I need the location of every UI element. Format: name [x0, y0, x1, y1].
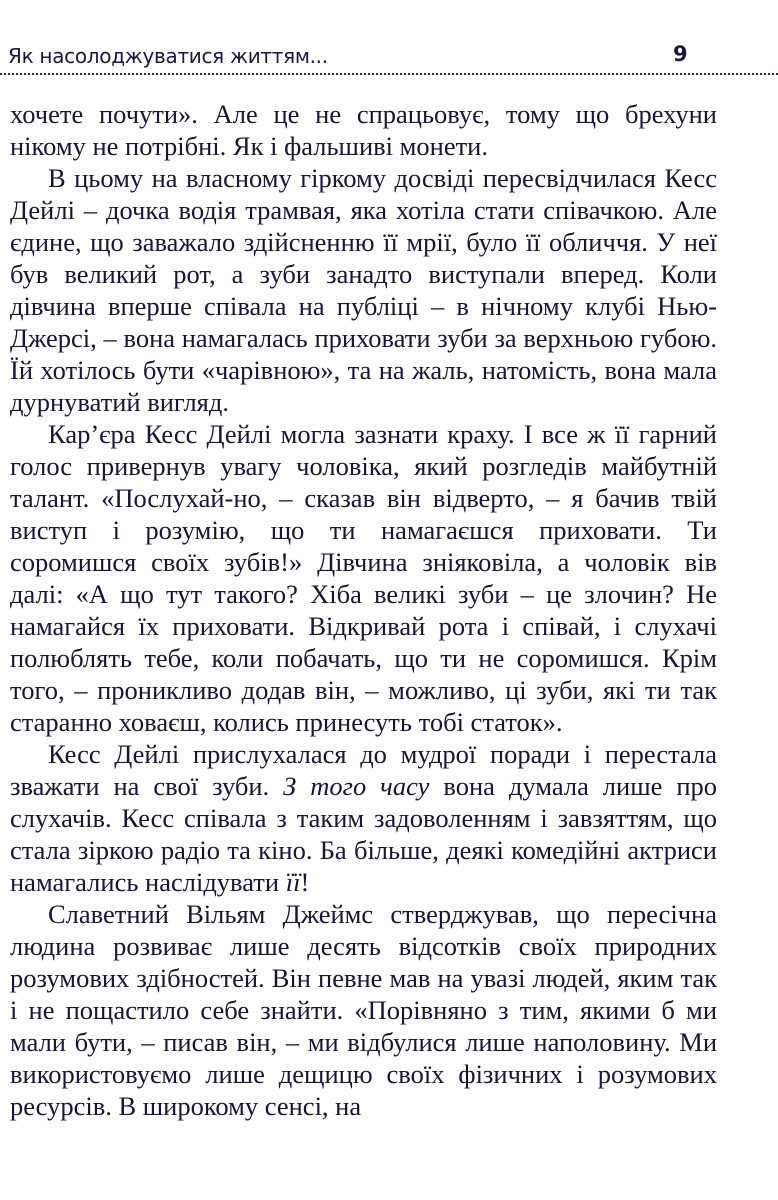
paragraph-5: Славетний Вільям Джеймс стверджував, що пересічна людина розвиває лише десять відсотків своїх природних розумових здібностей. Він певне мав на увазі людей, яким так і не пощастило себе знайти. «Порівняно з тим, якими б ми мали бути, – писав він, – ми відбулися лише наполовину. Ми використовуємо лише дещицю своїх фізичних і розумових ресурсів. В широкому сенсі, на	[10, 899, 717, 1121]
header-dotted-rule	[0, 73, 778, 75]
emphasis-her: її	[285, 867, 301, 897]
paragraph-4-part-3: !	[300, 867, 310, 897]
page-body	[10, 98, 717, 1122]
page-number: 9	[673, 42, 688, 66]
paragraph-4	[10, 738, 717, 898]
paragraph-4-part-1: Кесс Дейлі прислухалася до мудрої поради і перестала зважати на свої зуби.	[10, 739, 717, 801]
paragraph-2: В цьому на власному гіркому досвіді пересвідчилася Кесс Дейлі – дочка водія трамвая, яка хотіла стати співачкою. Але єдине, що заважало здійсненню її мрії, було її обличчя. У неї був великий рот, а зуби занадто виступали вперед. Коли дівчина вперше співала на публіці – в нічному клубі Нью-Джерсі, – вона намагалась приховати зуби за верхньою губою. Їй хотілось бути «чарівною», та на жаль, натомість, вона мала дурнуватий вигляд.	[10, 163, 717, 417]
emphasis-since-then: З того часу	[283, 771, 430, 801]
paragraph-4-part-2: вона думала лише про слухачів. Кесс співала з таким задоволенням і завзяттям, що стала зіркою радіо та кіно. Ба більше, деякі комедійні актриси намагались наслідувати	[10, 771, 718, 897]
running-title: Як насолоджуватися життям...	[8, 44, 328, 68]
paragraph-1: хочете почути». Але це не спрацьовує, тому що брехуни нікому не потрібні. Як і фальшиві монети.	[10, 99, 717, 161]
paragraph-3: Кар’єра Кесс Дейлі могла зазнати краху. І все ж її гарний голос привернув увагу чоловіка, який розгледів майбутній талант. «Послухай-но, – сказав він відверто, – я бачив твій виступ і розумію, що ти намагаєшся приховати. Ти соромишся своїх зубів!» Дівчина зніяковіла, а чоловік вів далі: «А що тут такого? Хіба великі зуби – це злочин? Не намагайся їх приховати. Відкривай рота і співай, і слухачі полюблять тебе, коли побачать, що ти не соромишся. Крім того, – проникливо додав він, – можливо, ці зуби, які ти так старанно ховаєш, колись принесуть тобі статок».	[10, 419, 717, 737]
